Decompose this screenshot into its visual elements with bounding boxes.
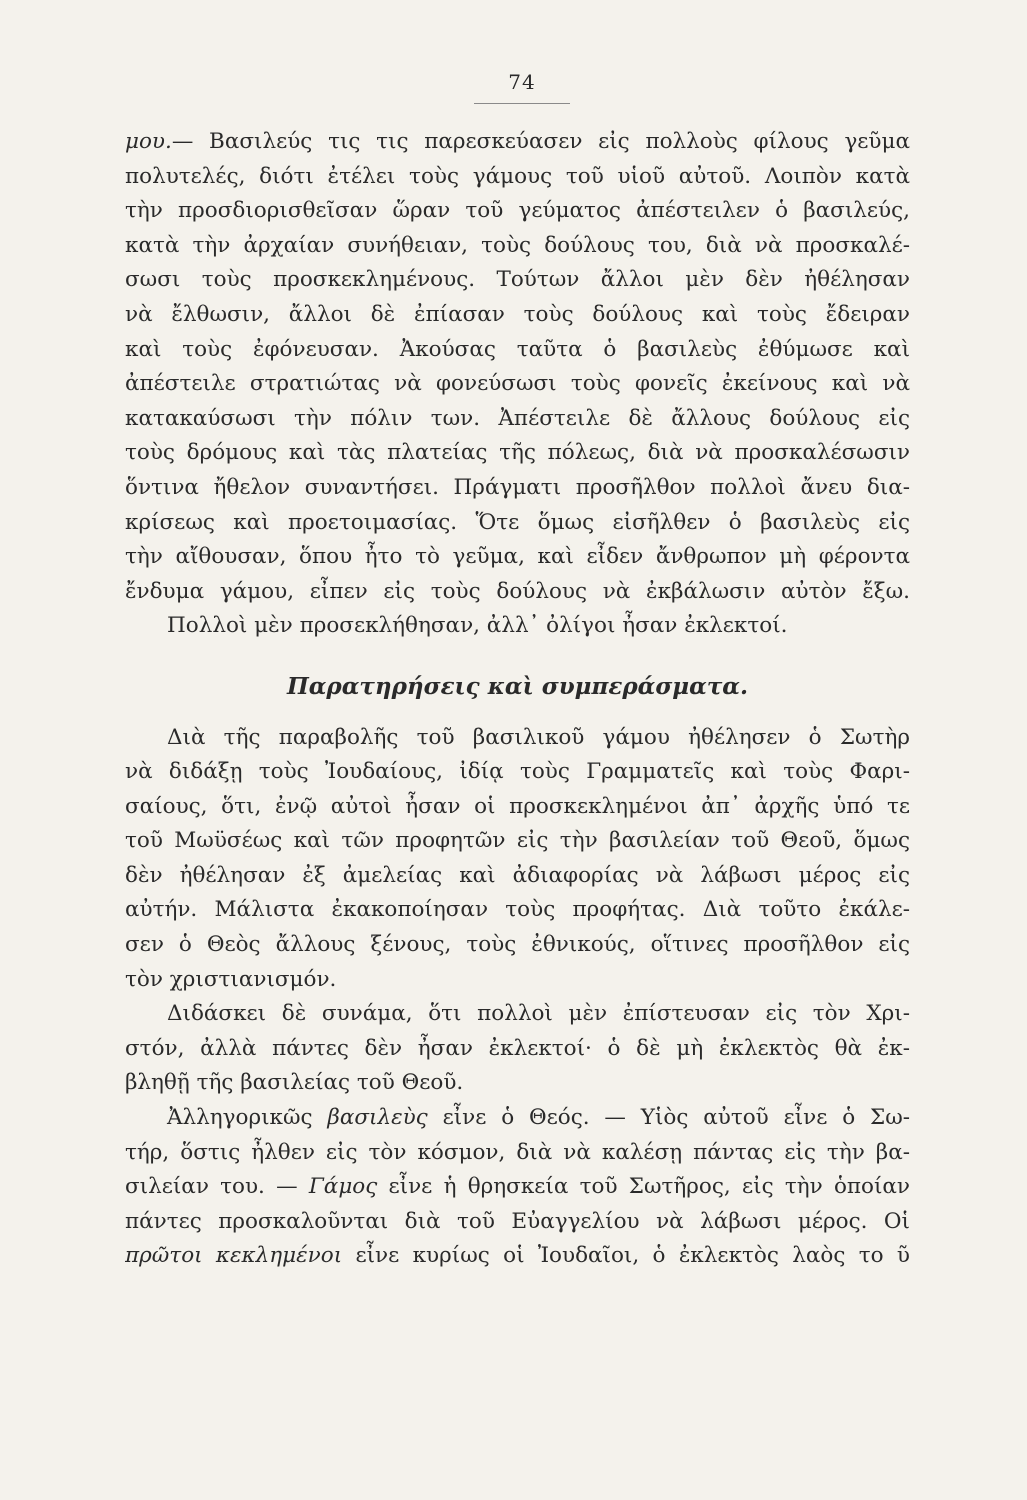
text-line: μου.— Βασιλεύς τις τις παρεσκεύασεν εἰς πολλοὺς φίλους γεῦμα: [125, 129, 910, 154]
text-line: κατακαύσωσι τὴν πόλιν των. Ἀπέστειλε δὲ ἄλλους δούλους εἰς: [125, 405, 910, 431]
text-line: τὴν προσδιορισθεῖσαν ὥραν τοῦ γεύματος ἀπέστειλεν ὁ βασιλεύς,: [125, 198, 910, 224]
text-line: νὰ διδάξῃ τοὺς Ἰουδαίους, ἰδίᾳ τοὺς Γραμματεῖς καὶ τοὺς Φαρι-: [125, 759, 910, 785]
page-number: 74: [508, 70, 536, 94]
text-line: Πολλοὶ μὲν προσεκλήθησαν, ἀλλ᾽ ὀλίγοι ἦσαν ἐκλεκτοί.: [167, 613, 788, 639]
text-line: Ἀλληγορικῶς βασιλεὺς εἶνε ὁ Θεός. — Υἱὸς αὐτοῦ εἶνε ὁ Σω-: [167, 1105, 910, 1131]
text-line: πολυτελές, διότι ἐτέλει τοὺς γάμους τοῦ υἱοῦ αὐτοῦ. Λοιπὸν κατὰ: [125, 163, 910, 189]
text-line: κατὰ τὴν ἀρχαίαν συνήθειαν, τοὺς δούλους του, διὰ νὰ προσκαλέ-: [125, 232, 910, 258]
text-line: τοῦ Μωϋσέως καὶ τῶν προφητῶν εἰς τὴν βασιλείαν τοῦ Θεοῦ, ὅμως: [125, 828, 910, 854]
text-line: σιλείαν του. — Γάμος εἶνε ἡ θρησκεία τοῦ Σωτῆρος, εἰς τὴν ὁποίαν: [125, 1174, 910, 1200]
page-number-rule: [474, 103, 570, 104]
text-line: κρίσεως καὶ προετοιμασίας. Ὅτε ὅμως εἰσῆλθεν ὁ βασιλεὺς εἰς: [125, 509, 910, 535]
page-text: [125, 125, 910, 1274]
text-line: σαίους, ὅτι, ἐνῷ αὐτοὶ ἦσαν οἱ προσκεκλημένοι ἀπ᾽ ἀρχῆς ὑπό τε: [125, 793, 910, 819]
text-line: τὸν χριστιανισμόν.: [125, 966, 337, 992]
text-line: τοὺς δρόμους καὶ τὰς πλατείας τῆς πόλεως, διὰ νὰ προσκαλέσωσιν: [125, 440, 910, 466]
section-heading: Παρατηρήσεις καὶ συμπεράσματα.: [286, 672, 749, 700]
text-line: τὴν αἴθουσαν, ὅπου ἦτο τὸ γεῦμα, καὶ εἶδεν ἄνθρωπον μὴ φέροντα: [125, 544, 910, 570]
emphasis: βασιλεὺς: [327, 1105, 428, 1131]
text-line: τήρ, ὅστις ἦλθεν εἰς τὸν κόσμον, διὰ νὰ καλέσῃ πάντας εἰς τὴν βα-: [125, 1139, 910, 1165]
text-line: νὰ ἔλθωσιν, ἄλλοι δὲ ἐπίασαν τοὺς δούλους καὶ τοὺς ἔδειραν: [125, 301, 910, 327]
text-line: αὐτήν. Μάλιστα ἐκακοποίησαν τοὺς προφήτας. Διὰ τοῦτο ἐκάλε-: [125, 897, 910, 923]
text-line: σεν ὁ Θεὸς ἄλλους ξένους, τοὺς ἐθνικούς, οἵτινες προσῆλθον εἰς: [125, 932, 910, 958]
text-line: Διδάσκει δὲ συνάμα, ὅτι πολλοὶ μὲν ἐπίστευσαν εἰς τὸν Χρι-: [167, 1001, 910, 1027]
text-line: πρῶτοι κεκλημένοι εἶνε κυρίως οἱ Ἰουδαῖοι, ὁ ἐκλεκτὸς λαὸς το ῦ: [125, 1243, 910, 1269]
text-line: πάντες προσκαλοῦνται διὰ τοῦ Εὐαγγελίου νὰ λάβωσι μέρος. Οἱ: [125, 1208, 910, 1234]
text-line: δὲν ἠθέλησαν ἐξ ἀμελείας καὶ ἀδιαφορίας νὰ λάβωσι μέρος εἰς: [125, 862, 910, 888]
text-line: ἔνδυμα γάμου, εἶπεν εἰς τοὺς δούλους νὰ ἐκβάλωσιν αὐτὸν ἔξω.: [125, 578, 910, 604]
text-line: καὶ τοὺς ἐφόνευσαν. Ἀκούσας ταῦτα ὁ βασιλεὺς ἐθύμωσε καὶ: [125, 336, 910, 362]
emphasis: Γάμος: [308, 1174, 378, 1200]
text-line: ἀπέστειλε στρατιώτας νὰ φονεύσωσι τοὺς φονεῖς ἐκείνους καὶ νὰ: [125, 371, 910, 397]
text-line: Διὰ τῆς παραβολῆς τοῦ βασιλικοῦ γάμου ἠθέλησεν ὁ Σωτὴρ: [167, 724, 910, 750]
text-line: ὅντινα ἤθελον συναντήσει. Πράγματι προσῆλθον πολλοὶ ἄνευ δια-: [125, 474, 910, 500]
emphasis: πρῶτοι κεκλημένοι: [125, 1243, 343, 1269]
text-line: σωσι τοὺς προσκεκλημένους. Τούτων ἄλλοι μὲν δὲν ἠθέλησαν: [125, 267, 910, 293]
text-line-italic: μου.: [125, 129, 172, 154]
text-line: στόν, ἀλλὰ πάντες δὲν ἦσαν ἐκλεκτοί· ὁ δὲ μὴ ἐκλεκτὸς θὰ ἐκ-: [125, 1035, 910, 1061]
text-line: βληθῇ τῆς βασιλείας τοῦ Θεοῦ.: [125, 1070, 464, 1096]
